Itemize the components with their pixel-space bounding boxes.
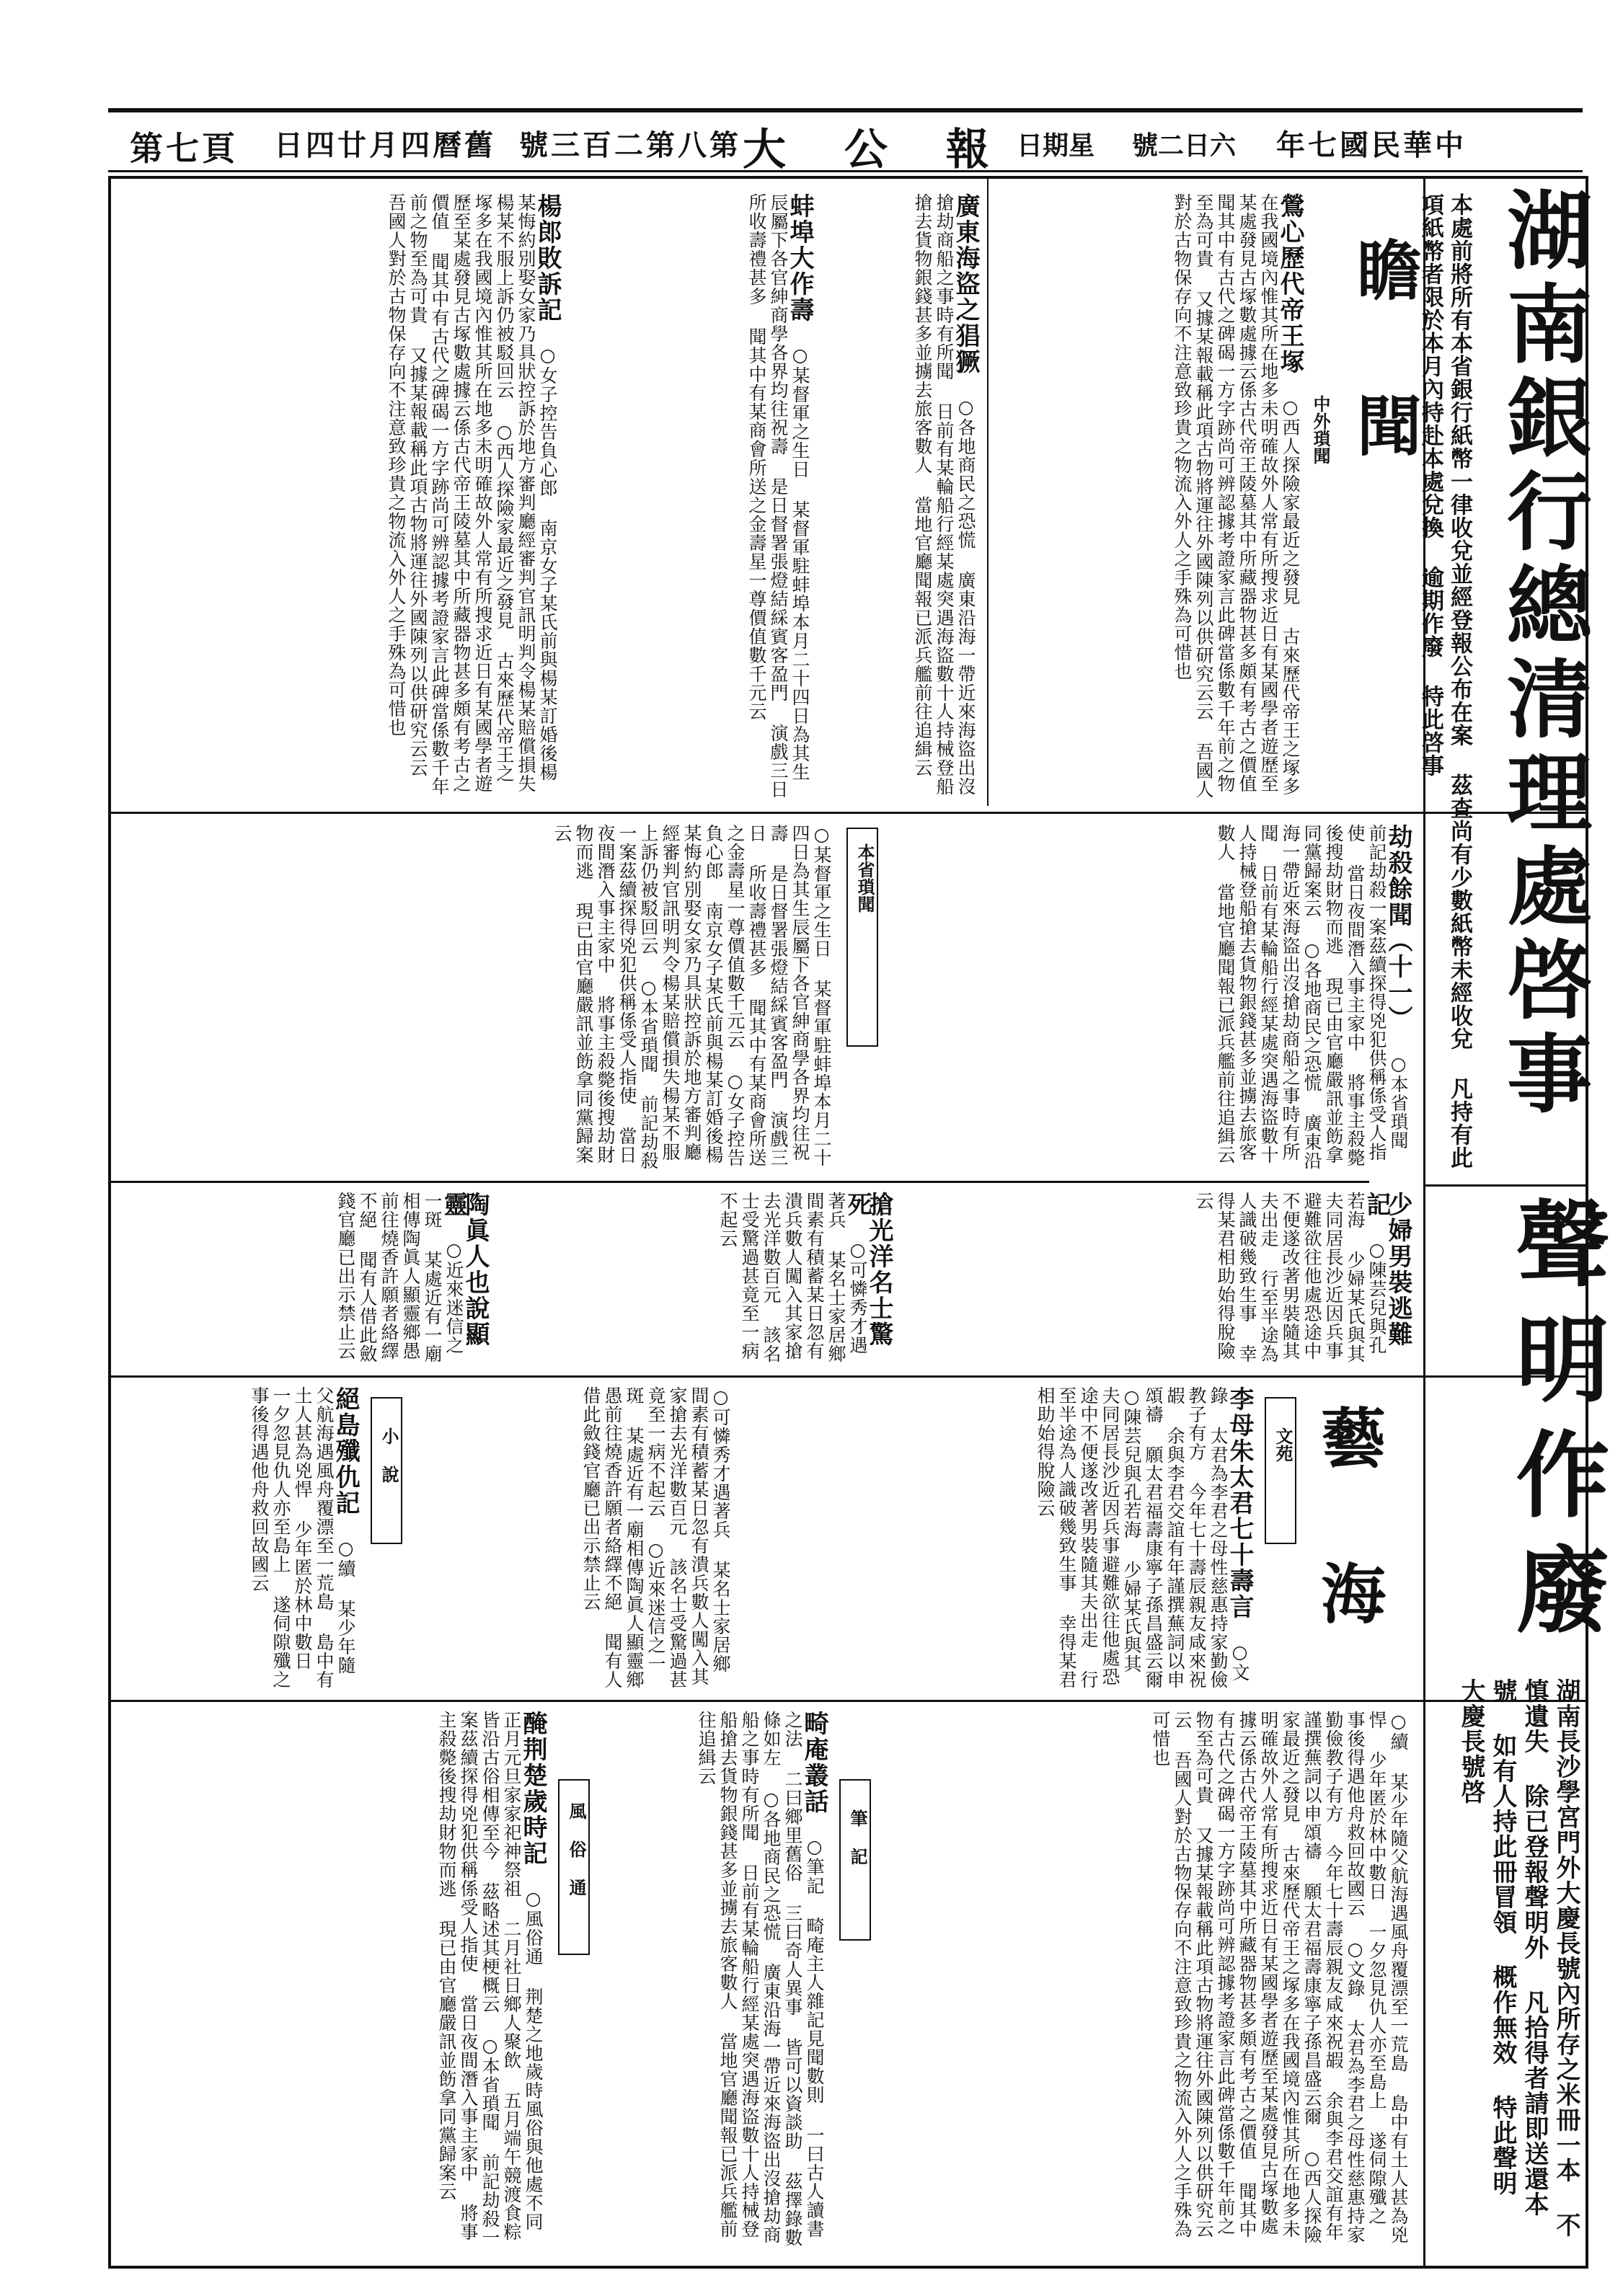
article-6-title: 少婦男裝逃難記 [1362,1192,1412,1347]
article-1 [998,193,1304,799]
article-10-body: ○續 某少年隨父航海遇風舟覆漂至一荒島 島中有土人甚為兇悍 少年匿於林中數日 一夕忽見仇人亦至島上 遂伺隙殲之 事後得遇他舟救回故國云 [249,1386,356,1689]
article-11-cont: ○各地商民之恐慌 廣東沿海一帶近來海盜出沒搶劫商船之事時有所聞 日前有某輪船行經某處突遇海盜數十人持械登船搶去貨物銀錢甚多並擄去旅客數人 當地官廳聞報已派兵艦前往追緝云 [696,1711,782,2244]
wenyuan-title: 文苑 [1273,1427,1293,1462]
divider-row-1 [111,812,1586,814]
article-4-body: ○各地商民之恐慌 廣東沿海一帶近來海盜出沒搶劫商船之事時有所聞 日前有某輪船行經某處突遇海盜數十人持械登船搶去貨物銀錢甚多並擄去旅客數人 當地官廳聞報已派兵艦前往追緝云 [912,193,976,796]
article-4 [825,193,980,799]
fiction-title: 小 說 [379,1427,399,1483]
article-1-title: 鶯心歷代帝王塚 [1275,193,1304,375]
divider-row-3 [111,1375,1586,1378]
article-10-cont-c: ○西人探險家最近之發見 古來歷代帝王之塚多在我國境內惟其所在地多未明確故外人常有所搜求近日有某國學者遊歷至某處發見古塚數處據云係古代帝王陵墓其中所藏器物甚多頗有考古之價值 聞其中有古代之碑碣一方字跡尚可辨認據考證家言此碑當係數千年前之物至為可貴 又據某報載稱此項古物將運往外國陳列以供研究云云 吾國人對於古物保存向不注意致珍貴之物流入外人之手殊為可惜也 [1150,1711,1322,2244]
paper-name: 大 公 報 [743,125,1011,175]
page-frame [108,176,1611,2269]
arts-section-title: 藝 海 [1309,1404,1386,1632]
article-9-more-b: ○近來迷信之一斑 某處近有一廟相傳陶眞人顯靈鄉愚前往燒香許願者絡繹不絕 聞有人借此斂錢官廳已出示禁止云 [580,1386,666,1689]
article-9-title: 李母朱太君七十壽言 [1225,1386,1254,1620]
article-3-body: ○女子控告負心郎 南京女子某氏前與楊某訂婚後楊某悔約別娶女家乃具狀控訴於地方審判廳經審判官訊明判令楊某賠償損失楊某不服上訴仍被駁回云 [494,193,558,793]
ad-1-body: 本處前將所有本省銀行紙幣一律收兌並經登報公布在案 茲查尚有少數紙幣未經收兌 凡持有此項紙幣者限於本月內持赴本處兌換 逾期作廢 特此啓事 [1418,193,1472,1169]
article-9-cont: ○陳芸兒與孔若海 少婦某氏與其夫同居長沙近因兵事避難欲往他處恐途中不便遂改著男裝隨其夫出走 行至半途為人識破幾致生事 幸得某君相助始得脫險云 [1035,1386,1142,1689]
article-6-body: ○陳芸兒與孔若海 少婦某氏與其夫同居長沙近因兵事避難欲往他處恐途中不便遂改著男裝隨其夫出走 行至半途為人識破幾致生事 幸得某君相助始得脫險云 [1193,1192,1387,1363]
fiction-box [371,1397,402,1544]
custom-title: 風 俗 通 [566,1802,587,1896]
article-12-cont: ○本省瑣聞 前記劫殺一案茲續探得兇犯供稱係受人指使 當日夜間潛入事主家中 將事主殺斃後搜劫財物而逃 現已由官廳嚴訊並飭拿同黨歸案云 [436,1711,500,2247]
article-5-more-c: ○本省瑣聞 前記劫殺一案茲續探得兇犯供稱係受人指使 當日夜間潛入事主家中 將事主殺斃後搜劫財物而逃 現已由官廳嚴訊並飭拿同黨歸案云 [552,824,659,1170]
article-5-more-a: ○某督軍之生日 某督軍駐蚌埠本月二十四日為其生辰屬下各官紳商學各界均往祝壽 是日督署張燈結綵賓客盈門 演戲三日 所收壽禮甚多 聞其中有某商會所送之金壽星一尊價值數千元云 [725,824,832,1167]
article-9 [746,1386,1254,1689]
article-12 [125,1711,547,2251]
article-8 [125,1192,490,1368]
article-2-title: 蚌埠大作壽 [785,193,814,323]
article-9-more [414,1386,731,1689]
page-number: 第七頁 [130,129,238,168]
issue-number: 號三百二第八第 [519,128,741,162]
divider-row-2 [111,1181,1369,1183]
biji-box [839,1779,871,1941]
article-2 [572,193,814,799]
article-3-cont: ○西人探險家最近之發見 古來歷代帝王之塚多在我國境內惟其所在地多未明確故外人常有所搜求近日有某國學者遊歷至某處發見古塚數處據云係古代帝王陵墓其中所藏器物甚多頗有考古之價值 聞其中有古代之碑碣一方字跡尚可辨認據考證家言此碑當係數千年前之物至為可貴 又據某報載稱此項古物將運往外國陳列以供研究云云 吾國人對於古物保存向不注意致珍貴之物流入外人之手殊為可惜也 [386,193,515,796]
custom-box [558,1779,590,1955]
article-7 [500,1192,893,1368]
wenyuan-box [1265,1397,1296,1544]
ad-2-title: 聲明作廢 [1500,1195,1611,1657]
article-12-title: 醃荆楚歲時記 [518,1711,547,1866]
article-8-body: ○近來迷信之一斑 某處近有一廟相傳陶眞人顯靈鄉愚前往燒香許願者絡繹不絕 聞有人借此斂錢官廳已出示禁止云 [335,1192,464,1363]
news-section-sub: 中外瑣聞 [1310,395,1331,464]
article-9-more-a: ○可憐秀才遇著兵 某名士家居鄉間素有積蓄某日忽有潰兵數人闖入其家搶去光洋數百元 該名士受驚過甚竟至一病不起云 [645,1386,731,1689]
year-label: 年七國民華中 [1276,128,1467,162]
article-11 [616,1711,828,2251]
article-10-cont [890,1711,1409,2251]
article-6 [904,1192,1412,1368]
divider-row-4 [111,1700,1586,1702]
news-section-title: 瞻 聞 [1345,236,1422,464]
article-10-cont-b: ○文錄 太君為李君之母性慈惠持家勤儉教子有方 今年七十壽辰親友咸來祝嘏 余與李君交誼有年謹撰蕪詞以申頌禱 願太君福壽康寧子孫昌盛云爾 [1301,1711,1366,2244]
article-4-title: 廣東海盜之猖獗 [951,193,980,375]
article-5-body: ○本省瑣聞 前記劫殺一案茲續探得兇犯供稱係受人指使 當日夜間潛入事主家中 將事主殺斃後搜劫財物而逃 現已由官廳嚴訊並飭拿同黨歸案云 [1301,824,1409,1167]
article-7-title: 搶光洋名士驚死 [843,1192,893,1347]
article-5 [890,824,1412,1170]
biji-title: 筆 記 [847,1809,868,1865]
day-label: 號二日六 [1132,130,1237,161]
article-1-body: ○西人探險家最近之發見 古來歷代帝王之塚多在我國境內惟其所在地多未明確故外人常有所搜求近日有某國學者遊歷至某處發見古塚數處據云係古代帝王陵墓其中所藏器物甚多頗有考古之價值 聞其中有古代之碑碣一方字跡尚可辨認據考證家言此碑當係數千年前之物至為可貴 又據某報載稱此項古物將運往外國陳列以供研究云云 吾國人對於古物保存向不注意致珍貴之物流入外人之手殊為可惜也 [1172,193,1301,799]
article-2-body: ○某督軍之生日 某督軍駐蚌埠本月二十四日為其生辰屬下各官紳商學各界均往祝壽 是日督署張燈結綵賓客盈門 演戲三日 所收壽禮甚多 聞其中有某商會所送之金壽星一尊價值數千元云 [746,193,810,799]
article-5-title: 劫殺餘聞（十一） [1384,824,1412,1032]
article-7-body: ○可憐秀才遇著兵 某名士家居鄉間素有積蓄某日忽有潰兵數人闖入其家搶去光洋數百元 該名士受驚過甚竟至一病不起云 [717,1192,868,1363]
ad-1-title: 湖南銀行總清理處啓事 [1492,186,1593,1123]
article-12-body: ○風俗通 荆楚之地歲時風俗與他處不同 正月元旦家家祀神祭祖 二月社日鄉人聚飲 五月端午競渡食粽 皆沿古俗相傳至今 茲略述其梗概云 [479,1711,544,2241]
article-5-more-b: ○女子控告負心郎 南京女子某氏前與楊某訂婚後楊某悔約別娶女家乃具狀控訴於地方審判廳經審判官訊明判令楊某賠償損失楊某不服上訴仍被駁回云 [638,824,746,1167]
article-5-more [125,824,832,1170]
weekday: 日期星 [1017,130,1095,161]
article-10 [125,1386,360,1689]
ad-2-body: 湖南長沙學宮門外大慶長號內所存之米冊一本 不慎遺失 除已登報聲明外 凡拾得者請即送還本號 如有人持此冊冒領 概作無效 特此聲明 大慶長號啓 [1456,1678,1580,2238]
article-10-title: 絕島殲仇記 [331,1386,360,1516]
article-10-cont-a: ○續 某少年隨父航海遇風舟覆漂至一荒島 島中有土人甚為兇悍 少年匿於林中數日 一夕忽見仇人亦至島上 遂伺隙殲之 事後得遇他舟救回故國云 [1345,1711,1409,2244]
article-11-body: ○筆記 畸庵主人雜記見聞數則 一曰古人讀書之法 二曰鄉里舊俗 三曰奇人異事 皆可以資談助 茲擇錄數條如左 [761,1711,825,2247]
article-3 [125,193,562,799]
article-11-title: 畸庵叢話 [800,1711,828,1814]
local-section-title: 本省瑣聞 [854,843,875,913]
masthead-bar [108,108,1583,175]
article-5-cont: ○各地商民之恐慌 廣東沿海一帶近來海盜出沒搶劫商船之事時有所聞 日前有某輪船行經某處突遇海盜數十人持械登船搶去貨物銀錢甚多並擄去旅客數人 當地官廳聞報已派兵艦前往追緝云 [1215,824,1322,1170]
ad-divider [1423,1184,1586,1187]
article-9-body: ○文錄 太君為李君之母性慈惠持家勤儉教子有方 今年七十壽辰親友咸來祝嘏 余與李君交誼有年謹撰蕪詞以申頌禱 願太君福壽康寧子孫昌盛云爾 [1143,1386,1250,1689]
lunar-date: 日四廿月四曆舊 [274,128,496,162]
article-8-title: 陶眞人也說顯靈 [439,1192,490,1347]
local-section-box [846,828,878,1047]
article-3-title: 楊郎敗訴記 [533,193,562,323]
col-divider [987,179,989,806]
